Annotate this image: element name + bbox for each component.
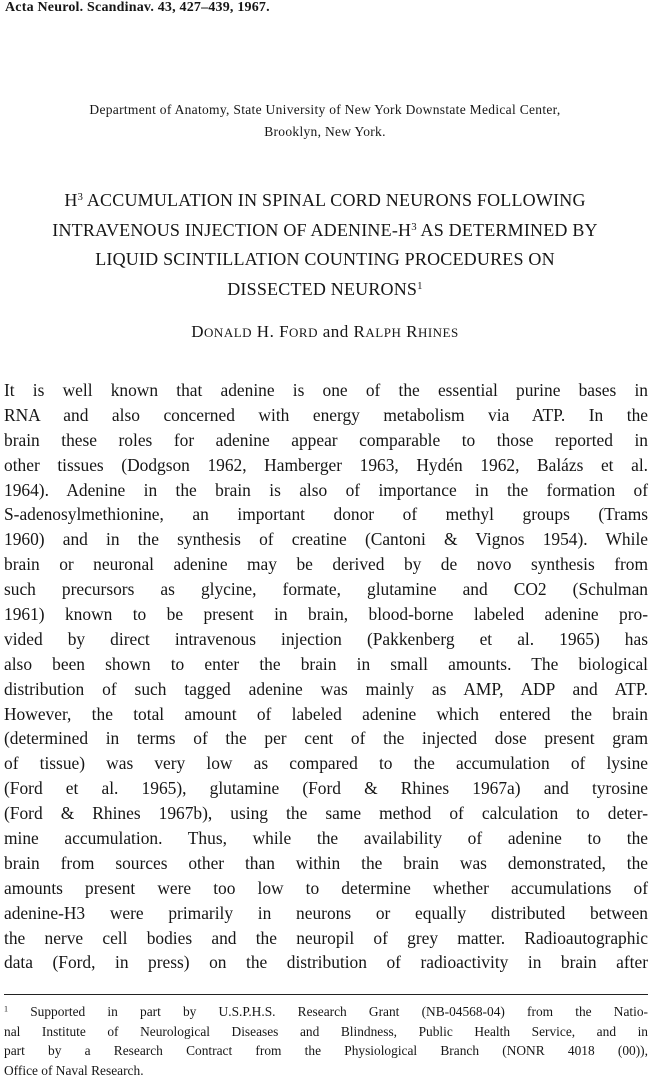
body-line: data (Ford, in press) on the distribution of radioactivity in brain after	[4, 952, 648, 973]
body-line: brain or neuronal adenine may be derived by de novo synthesis from	[4, 554, 648, 575]
body-line: brain these roles for adenine appear comparable to those reported in	[4, 429, 648, 450]
footnote-line-1: $^1$ Supported in part by U.S.P.H.S. Research Grant (NB-04568-04) from the Natio-	[4, 1004, 648, 1019]
affiliation-line-1: Department of Anatomy, State University of New York Downstate Medical Center,	[89, 102, 561, 117]
body-line: adenine-H3 were primarily in neurons or equally distributed between	[4, 902, 648, 923]
body-line: (Ford & Rhines 1967b), using the same method of calculation to deter-	[4, 803, 648, 824]
article-title	[0, 186, 650, 304]
body-line: (Ford et al. 1965), glutamine (Ford & Rhines 1967a) and tyrosine	[4, 778, 648, 799]
body-line: vided by direct intravenous injection (Pakkenberg et al. 1965) has	[4, 628, 648, 649]
body-line: S-adenosylmethionine, an important donor of methyl groups (Trams	[4, 504, 648, 525]
body-line: brain from sources other than within the brain was demonstrated, the	[4, 852, 648, 873]
body-line: mine accumulation. Thus, while the availability of adenine to the	[4, 828, 648, 849]
body-line: of tissue) was very low as compared to the accumulation of lysine	[4, 753, 648, 774]
title-line-2: INTRAVENOUS INJECTION OF ADENINE-$H^3$ AS DETERMINED BY	[52, 219, 598, 240]
body-line: However, the total amount of labeled adenine which entered the brain	[4, 703, 648, 724]
affiliation	[0, 99, 650, 143]
body-line: also been shown to enter the brain in small amounts. The biological	[4, 653, 648, 674]
body-line: the nerve cell bodies and the neuropil of grey matter. Radioautographic	[4, 927, 648, 948]
body-line: amounts present were too low to determine whether accumulations of	[4, 877, 648, 898]
affiliation-line-2: Brooklyn, New York.	[264, 124, 386, 139]
body-line: 1964). Adenine in the brain is also of importance in the formation of	[4, 479, 648, 500]
body-line: (determined in terms of the per cent of the injected dose present gram	[4, 728, 648, 749]
body-line: It is well known that adenine is one of the essential purine bases in	[4, 380, 648, 400]
body-line: 1961) known to be present in brain, blood-borne labeled adenine pro-	[4, 604, 648, 625]
footnote-line-2: nal Institute of Neurological Diseases and Blindness, Public Health Service, and in	[4, 1023, 648, 1039]
authors: DONALD H. FORD and RALPH RHINES	[191, 322, 459, 341]
body-line: other tissues (Dodgson 1962, Hamberger 1963, Hydén 1962, Balázs et al.	[4, 454, 648, 475]
footnote-divider	[4, 994, 648, 995]
body-line: distribution of such tagged adenine was mainly as AMP, ADP and ATP.	[4, 678, 648, 699]
title-line-1: $H^3$ ACCUMULATION IN SPINAL CORD NEURONS FOLLOWING	[64, 190, 586, 210]
journal-reference: Acta Neurol. Scandinav. 43, 427–439, 1967.	[5, 0, 270, 15]
title-line-4: DISSECTED NEURONS$^1$	[227, 278, 423, 299]
body-line: 1960) and in the synthesis of creatine (Cantoni & Vignos 1954). While	[4, 529, 648, 550]
body-line: RNA and also concerned with energy metabolism via ATP. In the	[4, 404, 648, 425]
body-text	[4, 378, 648, 975]
footnote-line-3: part by a Research Contract from the Physiological Branch (NONR 4018 (00)),	[4, 1043, 648, 1058]
title-line-3: LIQUID SCINTILLATION COUNTING PROCEDURES ON	[95, 249, 555, 269]
footnote-line-4: Office of Naval Research.	[4, 1062, 144, 1078]
footnote	[4, 1002, 648, 1080]
body-line: such precursors as glycine, formate, glutamine and CO2 (Schulman	[4, 579, 648, 600]
